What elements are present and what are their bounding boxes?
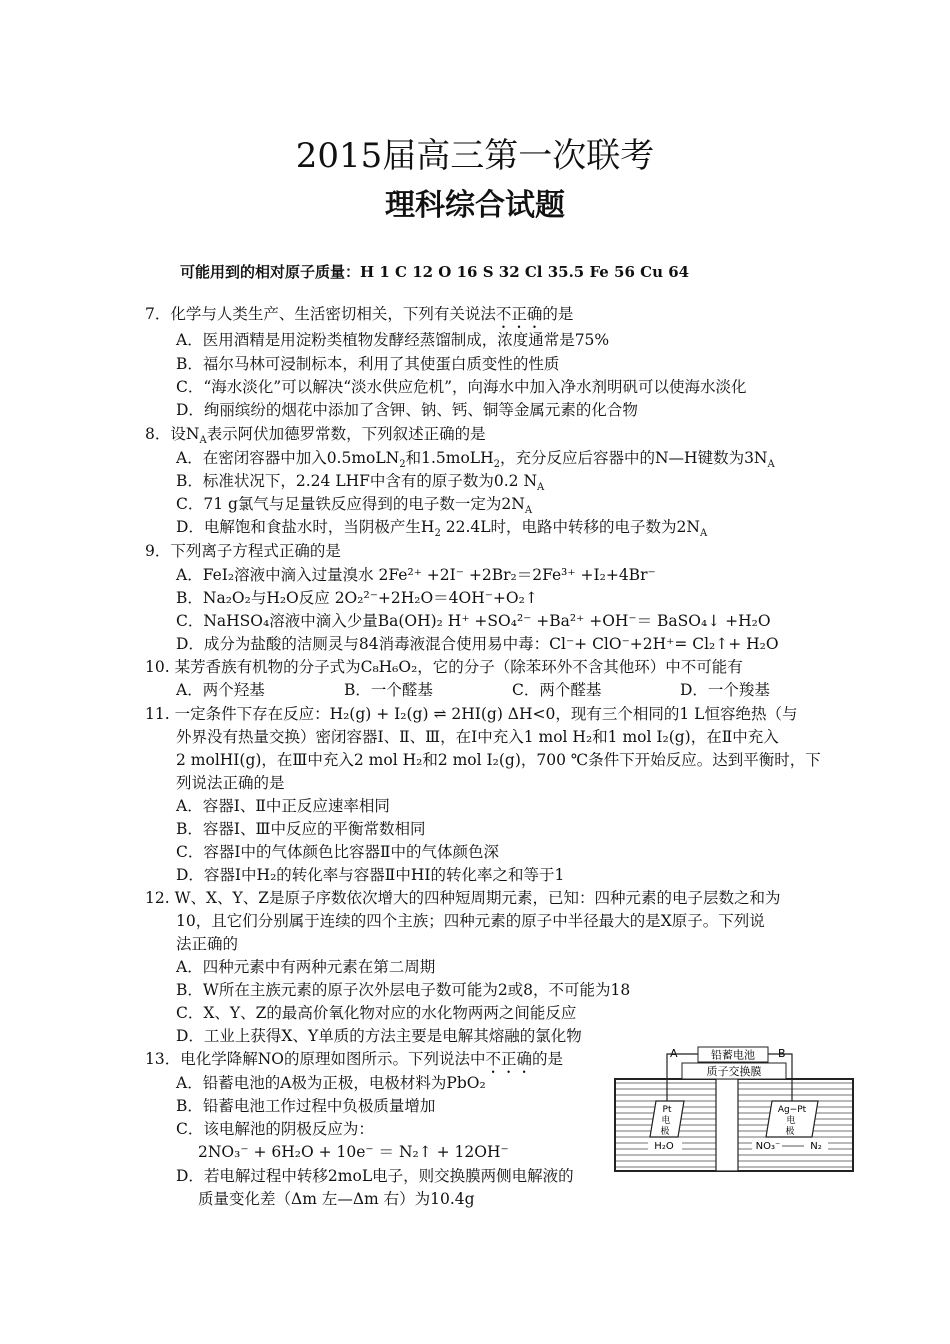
question-13-option-b: B．铅蓄电池工作过程中负极质量增加 bbox=[176, 1097, 436, 1115]
question-13-option-c: C．该电解池的阴极反应为： bbox=[176, 1120, 374, 1138]
question-12-option-c: C．X、Y、Z的最高价氧化物对应的水化物两两之间能反应 bbox=[176, 1004, 577, 1022]
option-d: D．一个羧基 bbox=[680, 681, 770, 699]
question-7-option-d: D．绚丽缤纷的烟花中添加了含钾、钠、钙、铜等金属元素的化合物 bbox=[176, 401, 638, 419]
question-9-stem: 9．下列离子方程式正确的是 bbox=[145, 542, 341, 560]
question-11-line-4: 列说法正确的是 bbox=[176, 774, 285, 792]
question-8-option-a: A．在密闭容器中加入0.5moLN$_2$和1.5moLH$_2$，充分反应后容器中的N—H键数为$3N_A$ bbox=[176, 449, 775, 471]
right-species-label-1: NO₃⁻ bbox=[755, 1141, 781, 1152]
question-11-line-3: 2 molHI(g)，在Ⅲ中充入2 mol H₂和2 mol I₂(g)，700 ℃条件下开始反应。达到平衡时，下 bbox=[176, 751, 821, 769]
terminal-a-label: A bbox=[670, 1047, 678, 1060]
electrolysis-diagram bbox=[612, 1045, 856, 1173]
ag-pt-electrode-label-2: 电 bbox=[786, 1116, 796, 1126]
question-12-option-b: B．W所在主族元素的原子次外层电子数可能为2或8，不可能为18 bbox=[176, 981, 631, 999]
question-11-option-d: D．容器Ⅰ中H₂的转化率与容器Ⅱ中HI的转化率之和等于1 bbox=[176, 866, 565, 884]
question-12-line-2: 10，且它们分别属于连续的四个主族；四种元素的原子中半径最大的是X原子。下列说 bbox=[176, 912, 765, 930]
exam-title: 2015届高三第一次联考 bbox=[295, 136, 655, 176]
pt-electrode-label-2: 电 bbox=[661, 1116, 671, 1126]
question-13-stem: 13．电化学降解NO的原理如图所示。下列说法中不正确的是 bbox=[145, 1050, 564, 1068]
question-13-option-d: D．若电解过程中转移2moL电子，则交换膜两侧电解液的 bbox=[176, 1167, 574, 1185]
pt-electrode-label-3: 极 bbox=[660, 1127, 670, 1137]
question-7-option-a: A．医用酒精是用淀粉类植物发酵经蒸馏制成，浓度通常是75% bbox=[176, 331, 610, 349]
question-11-option-b: B．容器Ⅰ、Ⅲ中反应的平衡常数相同 bbox=[176, 820, 426, 838]
option-b: B．一个醛基 bbox=[344, 681, 433, 699]
question-9-option-a: A．FeI₂溶液中滴入过量溴水 2Fe²⁺ +2I⁻ +2Br₂＝2Fe³⁺ +I₂+4Br⁻ bbox=[176, 566, 656, 584]
option-a: A．两个羟基 bbox=[176, 681, 265, 699]
question-13-option-d-cont: 质量变化差（Δm 左—Δm 右）为10.4g bbox=[198, 1190, 475, 1208]
emphasis-text: 不正确 bbox=[485, 1050, 533, 1068]
question-11-option-a: A．容器Ⅰ、Ⅱ中正反应速率相同 bbox=[176, 797, 390, 815]
question-11-line-1: 11. 一定条件下存在反应：H₂(g) + I₂(g) ⇌ 2HI(g) ΔH<0，现有三个相同的1 L恒容绝热（与 bbox=[145, 705, 798, 723]
question-7-option-c: C．“海水淡化”可以解决“淡水供应危机”，向海水中加入净水剂明矾可以使海水淡化 bbox=[176, 378, 747, 396]
question-7-option-b: B．福尔马林可浸制标本，利用了其使蛋白质变性的性质 bbox=[176, 355, 560, 373]
question-12-line-1: 12. W、X、Y、Z是原子序数依次增大的四种短周期元素，已知：四种元素的电子层数之和为 bbox=[145, 889, 781, 907]
question-13-option-c-equation: 2NO₃⁻ + 6H₂O + 10e⁻ ＝ N₂↑ + 12OH⁻ bbox=[198, 1143, 509, 1161]
option-c: C．两个醛基 bbox=[512, 681, 602, 699]
emphasis-text: 不正确 bbox=[495, 305, 543, 323]
question-12-option-a: A．四种元素中有两种元素在第二周期 bbox=[176, 958, 436, 976]
question-12-option-d: D．工业上获得X、Y单质的方法主要是电解其熔融的氯化物 bbox=[176, 1027, 582, 1045]
question-9-option-b: B．Na₂O₂与H₂O反应 2O₂²⁻+2H₂O＝4OH⁻+O₂↑ bbox=[176, 589, 538, 607]
left-species-label: H₂O bbox=[654, 1141, 674, 1152]
question-9-option-d: D．成分为盐酸的洁厕灵与84消毒液混合使用易中毒：Cl⁻+ ClO⁻+2H⁺= Cl₂↑+ H₂O bbox=[176, 635, 779, 653]
ag-pt-electrode-label-1: Ag−Pt bbox=[777, 1105, 807, 1115]
question-9-option-c: C．NaHSO₄溶液中滴入少量Ba(OH)₂ H⁺ +SO₄²⁻ +Ba²⁺ +OH⁻＝ BaSO₄↓ +H₂O bbox=[176, 612, 771, 630]
question-8-option-b: B．标准状况下，2.24 LHF中含有的原子数为0.2 $N_A$ bbox=[176, 472, 545, 494]
question-8-stem: 8．设$N_A$表示阿伏加德罗常数，下列叙述正确的是 bbox=[145, 425, 486, 447]
question-10-options bbox=[176, 680, 848, 700]
atomic-masses: 可能用到的相对原子质量：H 1 C 12 O 16 S 32 Cl 35.5 Fe 56 Cu 64 bbox=[180, 263, 690, 281]
question-7-stem: 7．化学与人类生产、生活密切相关，下列有关说法不正确的是 bbox=[145, 305, 574, 323]
pt-electrode-label-1: Pt bbox=[662, 1105, 672, 1115]
membrane-label: 质子交换膜 bbox=[706, 1065, 762, 1078]
battery-label: 铅蓄电池 bbox=[711, 1048, 755, 1062]
question-8-option-c: C．71 g氯气与足量铁反应得到的电子数一定为$2N_A$ bbox=[176, 495, 533, 517]
question-11-option-c: C．容器Ⅰ中的气体颜色比容器Ⅱ中的气体颜色深 bbox=[176, 843, 500, 861]
question-10-stem: 10. 某芳香族有机物的分子式为C₈H₆O₂，它的分子（除苯环外不含其他环）中不可能有 bbox=[145, 658, 743, 676]
exam-subtitle: 理科综合试题 bbox=[385, 188, 565, 223]
terminal-b-label: B bbox=[778, 1047, 786, 1060]
question-13-option-a: A．铅蓄电池的A极为正极，电极材料为PbO₂ bbox=[176, 1074, 486, 1092]
ag-pt-electrode-label-3: 极 bbox=[785, 1127, 795, 1137]
right-species-label-2: N₂ bbox=[810, 1141, 822, 1152]
question-8-option-d: D．电解饱和食盐水时，当阴极产生$H_2$ 22.4L时，电路中转移的电子数为$2N_A$ bbox=[176, 518, 708, 540]
question-11-line-2: 外界没有热量交换）密闭容器Ⅰ、Ⅱ、Ⅲ，在Ⅰ中充入1 mol H₂和1 mol I₂(g)，在Ⅱ中充入 bbox=[176, 728, 779, 746]
question-12-line-3: 法正确的 bbox=[176, 935, 239, 953]
proton-exchange-membrane bbox=[716, 1079, 738, 1171]
